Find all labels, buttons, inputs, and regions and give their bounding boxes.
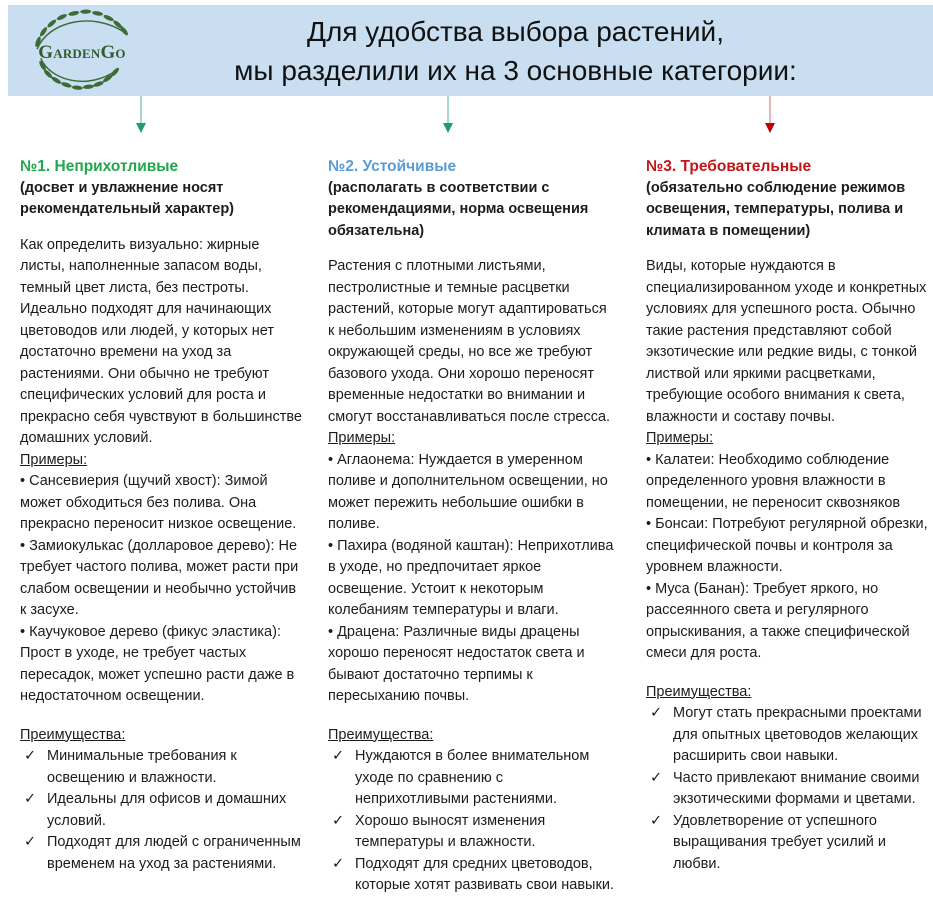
arrow-head: [443, 123, 453, 133]
advantage-text: Удовлетворение от успешного выращивания требует усилий и любви.: [673, 812, 887, 872]
category-subheading: (досвет и увлажнение носят рекомендательный характер): [20, 179, 235, 217]
advantage-text: Идеальны для офисов и домашних условий.: [47, 791, 287, 829]
example-item: • Каучуковое дерево (фикус эластика): Прост в уходе, не требует частых пересадок, может успешно расти даже в недостаточном освещении.: [20, 623, 295, 704]
category-description: Как определить визуально: жирные листы, наполненные запасом воды, темный цвет листа, без пестроты. Идеально подходят для начинающих цветоводов или людей, у которых нет достаточно времени на уход за растениями. Они обычно не требуют специфических условий для роста и прекрасно себя чувствуют в большинстве домашних условий.: [20, 236, 302, 446]
checkmark-icon: ✓: [332, 855, 345, 872]
arrow-stem: [447, 96, 449, 123]
category-column-unpretentious: [20, 156, 303, 875]
example-item: • Замиокулькас (долларовое дерево): Не требует частого полива, может расти при слабом освещении и необычно устойчив к засухе.: [20, 537, 299, 618]
advantages-label: Преимущества:: [328, 726, 434, 743]
advantage-item: [646, 768, 933, 811]
advantage-item: [328, 854, 615, 897]
checkmark-icon: ✓: [650, 769, 663, 786]
example-item: • Муса (Банан): Требует яркого, но рассеянного света и регулярного опрыскивания, а также специфической смеси для роста.: [646, 580, 910, 661]
advantage-text: Нуждаются в более внимательном уходе по сравнению с неприхотливыми растениями.: [355, 748, 590, 807]
advantage-text: Могут стать прекрасными проектами для опытных цветоводов желающих расширить свои навыки.: [673, 705, 922, 764]
checkmark-icon: ✓: [650, 705, 663, 721]
example-item: • Сансевиерия (щучий хвост): Зимой может обходиться без полива. Она прекрасно переносит низкое освещение.: [20, 473, 297, 532]
gardengo-logo: [20, 7, 144, 95]
example-item: • Бонсаи: Потребуют регулярной обрезки, специфической почвы и контроля за уровнем влажности.: [646, 516, 928, 575]
categories-container: [0, 156, 933, 897]
example-item: • Пахира (водяной каштан): Неприхотлива в уходе, но предпочитает яркое освещение. Устоит к некоторым колебаниям температуры и влаги.: [328, 537, 614, 618]
checkmark-icon: ✓: [24, 834, 37, 850]
advantage-text: Подходят для людей с ограниченным временем на уход за растениями.: [47, 834, 301, 872]
page-title-line1: Для удобства выбора растений,: [307, 16, 724, 47]
category-heading: №1. Неприхотливые: [20, 158, 179, 175]
checkmark-icon: ✓: [24, 791, 37, 807]
advantages-label: Преимущества:: [20, 726, 126, 743]
advantage-item: [20, 832, 303, 875]
category-column-demanding: [646, 156, 933, 875]
advantage-text: Хорошо выносят изменения температуры и влажности.: [355, 812, 546, 850]
arrow-head: [136, 123, 146, 133]
category-subheading: (располагать в соответствии с рекомендациями, норма освещения обязательна): [328, 179, 589, 239]
advantage-item: [20, 789, 303, 832]
checkmark-icon: ✓: [332, 812, 345, 829]
down-arrow-icon-category-1: [135, 96, 147, 134]
advantage-item: [328, 746, 615, 811]
example-item: • Калатеи: Необходимо соблюдение определенного уровня влажности в помещении, не переносит сквозняков: [646, 451, 901, 511]
checkmark-icon: ✓: [332, 748, 345, 764]
examples-label: Примеры:: [20, 451, 88, 468]
category-column-resilient: [328, 156, 615, 897]
checkmark-icon: ✓: [24, 748, 37, 764]
arrow-stem: [769, 96, 771, 123]
page-title: [138, 12, 893, 90]
arrow-head: [765, 123, 775, 133]
advantage-item: [646, 811, 933, 876]
category-heading: №2. Устойчивые: [328, 158, 457, 175]
checkmark-icon: ✓: [650, 812, 663, 829]
advantage-item: [646, 703, 933, 768]
page-title-line2: мы разделили их на 3 основные категории:: [234, 55, 797, 86]
advantages-label: Преимущества:: [646, 683, 752, 700]
header-banner: [8, 5, 933, 96]
category-subheading: (обязательно соблюдение режимов освещения, температуры, полива и климата в помещении): [646, 179, 906, 239]
advantage-text: Часто привлекают внимание своими экзотическими формами и цветами.: [673, 769, 920, 807]
advantage-text: Подходят для средних цветоводов, которые хотят развивать свои навыки.: [355, 855, 614, 893]
advantage-item: [20, 746, 303, 789]
arrow-stem: [140, 96, 142, 123]
example-item: • Аглаонема: Нуждается в умеренном поливе и дополнительном освещении, но может пережить небольшие ошибки в поливе.: [328, 451, 608, 532]
down-arrow-icon-category-3: [764, 96, 776, 134]
advantage-text: Минимальные требования к освещению и влажности.: [47, 748, 237, 786]
examples-label: Примеры:: [646, 430, 714, 446]
examples-label: Примеры:: [328, 430, 396, 446]
example-item: • Драцена: Различные виды драцены хорошо переносят недостаток света и бывают достаточно терпимы к пересыханию почвы.: [328, 623, 585, 704]
category-description: Виды, которые нуждаются в специализированном уходе и конкретных условиях для успешного роста. Обычно такие растения представляют собой экзотические или редкие виды, с тонкой листвой или яркими расцветками, требующие особого внимания к света, влажности и составу почвы.: [646, 258, 927, 425]
category-heading: №3. Требовательные: [646, 158, 812, 175]
advantage-item: [328, 811, 615, 854]
down-arrow-icon-category-2: [442, 96, 454, 134]
category-description: Растения с плотными листьями, пестролистные и темные расцветки растений, которые могут адаптироваться к небольшим изменениям в условиях окружающей среды, но все же требуют базового ухода. Они хорошо переносят временные недостатки во внимании и смогут восстанавливаться после стресса.: [328, 258, 611, 425]
logo-text: GardenGo: [38, 42, 126, 63]
